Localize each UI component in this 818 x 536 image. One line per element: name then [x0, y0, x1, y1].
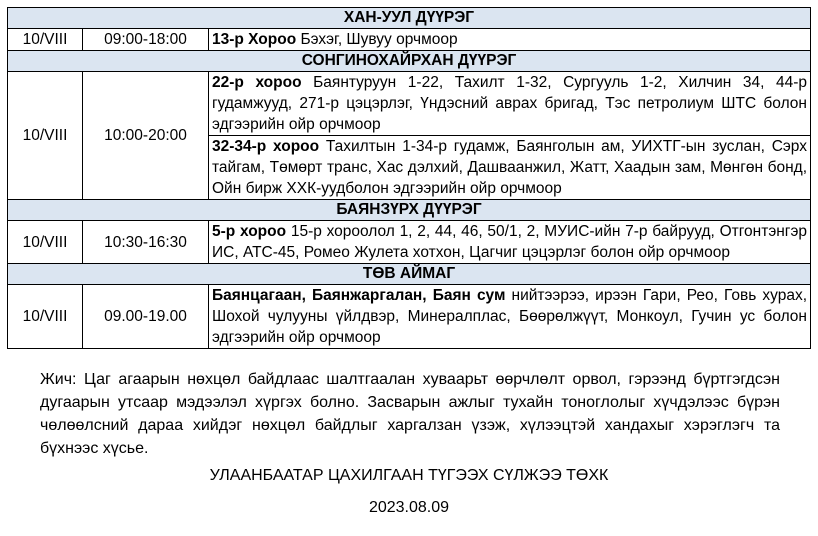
affected-area: [209, 285, 811, 349]
outage-time: 09.00-19.00: [83, 285, 209, 349]
affected-area: [209, 29, 811, 51]
area-description: Тахилтын 1-34-р гудамж, Баянголын ам, УИХТГ-ын зуслан, Сэрх тайгам, Төмөрт транс, Хас дэлхий, Дашваанжил, Жатт, Хаадын зам, Мөнгөн бонд, Ойн бирж ХХК-уудболон эдгээрийн ойр орчмоор: [212, 138, 808, 197]
outage-date: 10/VIII: [8, 221, 83, 264]
khoroo-name: 32-34-р хороо: [212, 138, 320, 155]
area-description: нийтээрээ, ирээн Гари, Рео, Говь хурах, Шохой чулууны үйлдвэр, Минералплас, Бөөрөлжүүт, Монкоул, Гучин ус болон эдгээрийн ойр орчмоор: [212, 287, 808, 346]
outage-time: 09:00-18:00: [83, 29, 209, 51]
area-description: Баянтуруун 1-22, Тахилт 1-32, Сургууль 1-2, Хилчин 34, 44-р гудамжууд, 271-р цэцэрлэг, Үндэсний аврах бригад, Тэс петролиум ШТС болон эдгээрийн ойр орчмоор: [212, 74, 807, 133]
section-header-row: [8, 8, 811, 29]
district-heading: СОНГИНОХАЙРХАН ДҮҮРЭГ: [8, 51, 811, 72]
table-row: [8, 72, 811, 136]
organization-name: УЛААНБААТАР ЦАХИЛГААН ТҮГЭЭХ СҮЛЖЭЭ ТӨХК: [209, 467, 609, 484]
outage-date: 10/VIII: [8, 29, 83, 51]
section-header-row: [8, 51, 811, 72]
district-heading: ТӨВ АЙМАГ: [8, 264, 811, 285]
district-heading: БАЯНЗҮРХ ДҮҮРЭГ: [8, 200, 811, 221]
note-paragraph: Жич: Цаг агаарын нөхцөл байдлаас шалтгаалан хуваарьт өөрчлөлт орвол, гэрээнд бүртгэгдсэн дугаарын утсаар мэдээлэл хүргэх болно. Засварын ажлыг тухайн тоноглолыг хүчдэлээс бүрэн чөлөөлсний дараа хийдэг нөхцөл байдлыг харгалзан үзэж, хүлээцтэй хандахыг хэрэглэгч та бүхнээс хүсье.: [40, 371, 780, 457]
section-header-row: [8, 200, 811, 221]
area-description: Бэхэг, Шувуу орчмоор: [296, 31, 458, 48]
affected-area: [209, 221, 811, 264]
area-description: 15-р хороолол 1, 2, 44, 46, 50/1, 2, МУИС-ийн 7-р байрууд, Отгонтэнгэр ИС, АТС-45, Ромео Жулета хотхон, Цагчиг цэцэрлэг болон ойр орчмоор: [212, 223, 807, 261]
khoroo-name: 5-р хороо: [212, 223, 287, 240]
district-heading: ХАН-УУЛ ДҮҮРЭГ: [8, 8, 811, 29]
khoroo-name: 13-р Хороо: [212, 31, 297, 48]
khoroo-name: 22-р хороо: [212, 74, 302, 91]
table-row: [8, 221, 811, 264]
section-header-row: [8, 264, 811, 285]
outage-date: 10/VIII: [8, 285, 83, 349]
outage-date: 10/VIII: [8, 72, 83, 200]
affected-area: [209, 72, 811, 136]
outage-time: 10:30-16:30: [83, 221, 209, 264]
table-row: [8, 29, 811, 51]
outage-time: 10:00-20:00: [83, 72, 209, 200]
affected-area: [209, 136, 811, 200]
document-date: 2023.08.09: [368, 499, 450, 516]
khoroo-name: Баянцагаан, Баянжаргалан, Баян сум: [212, 287, 506, 304]
table-row: [8, 285, 811, 349]
outage-schedule-table: [7, 7, 811, 349]
